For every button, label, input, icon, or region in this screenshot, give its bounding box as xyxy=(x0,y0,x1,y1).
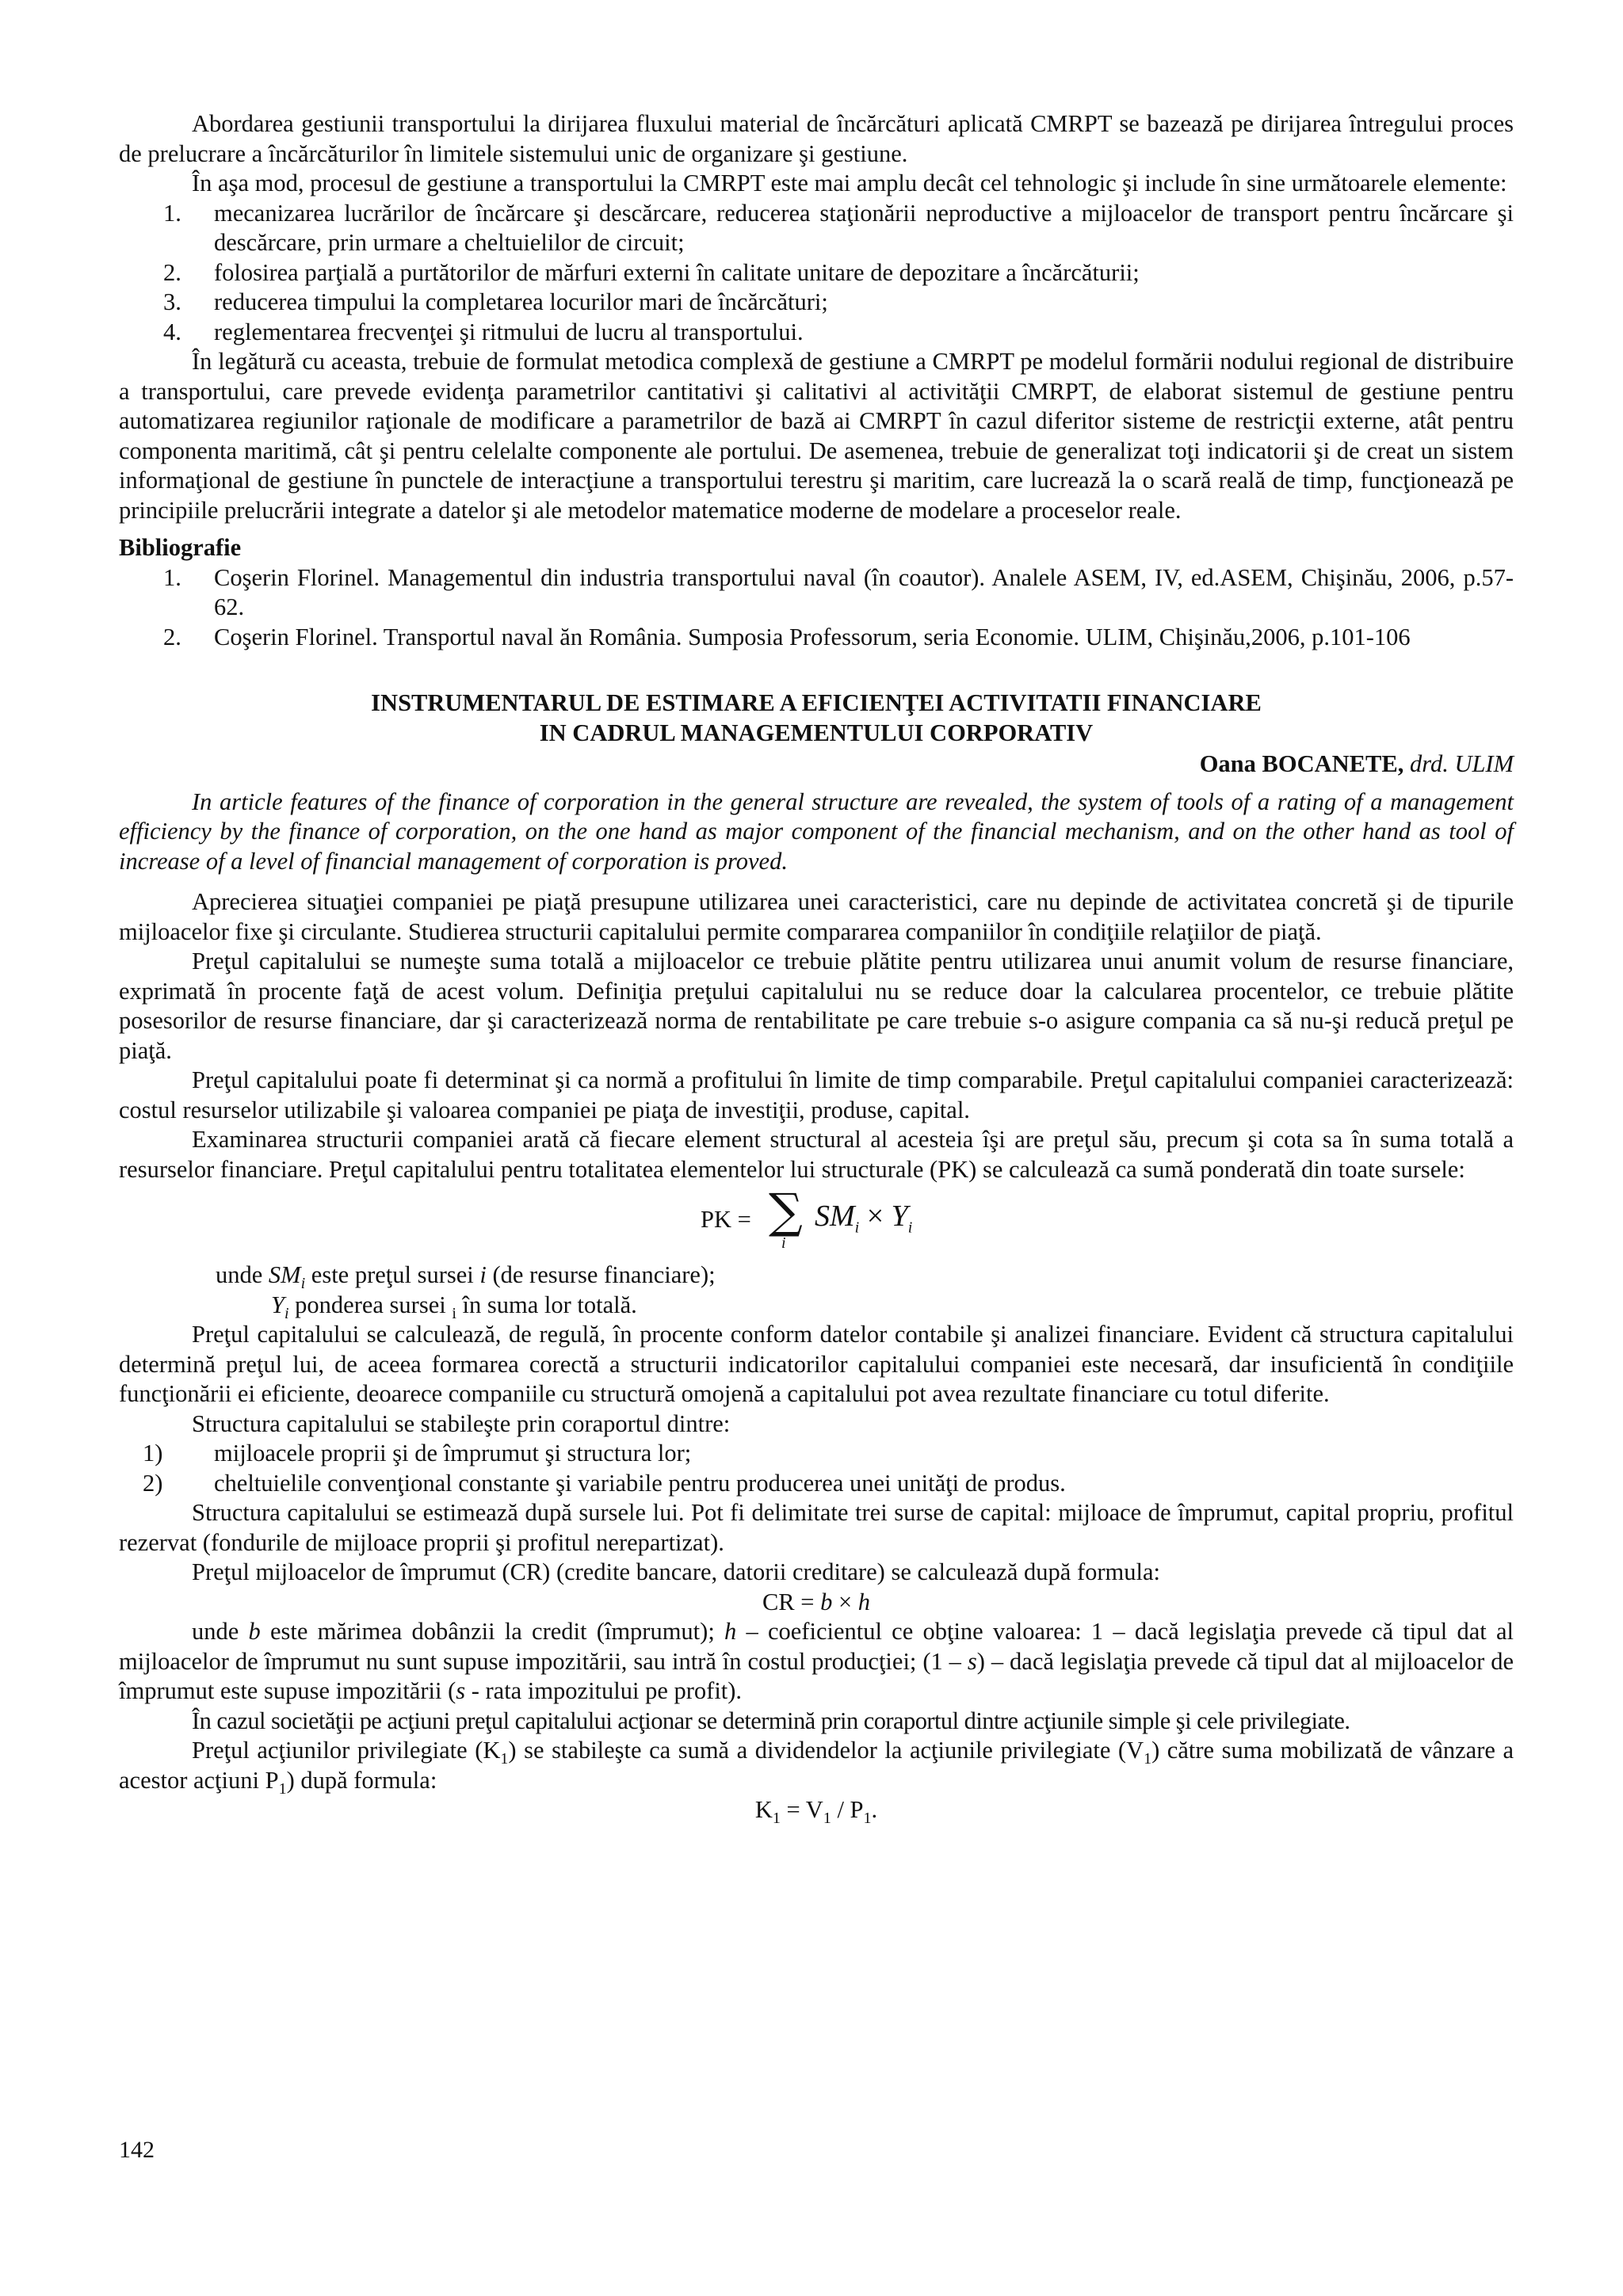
def-text: este preţul sursei xyxy=(305,1261,480,1288)
list-text: cheltuielile convenţional constante şi variabile pentru producerea unei unităţi de produs. xyxy=(214,1469,1066,1497)
article-paragraph-2: Preţul capitalului se numeşte suma totală a mijloacelor ce trebuie plătite pentru utilizarea unui anumit volum de resurse financiare, exprimată în procente faţă de acest volum. Definiţia preţului capitalului nu se reduce doar la calcularea procentelor, ce trebuie plătite posesorilor de resurse financiare, dar şi caracterizează norma de rentabilitate pe care trebuie s-o asigure compania ca să nu-şi reducă preţul pe piaţă. xyxy=(119,948,1514,1064)
intro-paragraph-2: În aşa mod, procesul de gestiune a transportului la CMRPT este mai amplu decât cel tehnologic şi include în sine următoarele elemente: xyxy=(192,170,1507,196)
definition-y xyxy=(119,1291,1514,1321)
formula-sm: SM xyxy=(815,1199,855,1233)
para-text: ) după formula: xyxy=(286,1766,437,1794)
para-text: - rata impozitului pe profit). xyxy=(465,1677,743,1704)
article-paragraph-3: Preţul capitalului poate fi determinat şi ca normă a profitului în limite de timp comparabile. Preţul capitalului companiei caracterizează: costul resurselor utilizabile şi valoarea companiei pe piaţa de investiţii, produse, capital. xyxy=(119,1066,1514,1123)
article-paragraph-9 xyxy=(119,1617,1514,1707)
para-text: ) – dacă legislaţia prevede că tipul dat al mijloacelor de împrumut este supuse impozitării ( xyxy=(119,1647,1514,1704)
page-content xyxy=(119,109,1514,1828)
list-item xyxy=(119,1439,1514,1469)
list-number: 4. xyxy=(163,318,181,345)
formula-sum-index: i xyxy=(781,1234,786,1252)
formula-k-eq: = V xyxy=(780,1796,823,1823)
def-var: Y xyxy=(271,1291,285,1318)
article-paragraph-8: Preţul mijloacelor de împrumut (CR) (credite bancare, datorii creditare) se calculează după formula: xyxy=(192,1558,1160,1585)
para-var: s xyxy=(967,1647,977,1675)
para-var: s xyxy=(456,1677,466,1704)
def-sub: i xyxy=(284,1304,289,1322)
list-item xyxy=(119,288,1514,318)
formula-pk xyxy=(119,1184,1514,1261)
article-paragraph-4: Examinarea structurii companiei arată că fiecare element structural al acesteia îşi are preţul său, precum şi cota sa în suma totală a resurselor financiare. Preţul capitalului pentru totalitatea elementelor lui structurale (PK) se calculează ca sumă ponderată din toate sursele: xyxy=(119,1126,1514,1183)
list-number: 1. xyxy=(163,199,181,227)
def-text: în suma lor totală. xyxy=(456,1291,637,1318)
formula-y: Y xyxy=(891,1199,908,1233)
author-line xyxy=(119,749,1514,780)
list-number: 2. xyxy=(163,258,181,286)
list-text: folosirea parţială a purtătorilor de mărfuri externi în calitate unitare de depozitare a încărcăturii; xyxy=(214,258,1140,286)
list-text: reducerea timpului la completarea locurilor mari de încărcături; xyxy=(214,288,828,315)
def-text: unde xyxy=(216,1261,269,1288)
article-title-line-1: INSTRUMENTARUL DE ESTIMARE A EFICIENŢEI ACTIVITATII FINANCIARE xyxy=(371,689,1262,716)
intro-paragraph-1: Abordarea gestiunii transportului la dirijarea fluxului material de încărcături aplicată CMRPT se bazează pe dirijarea întregului proces de prelucrare a încărcăturilor în limitele sistemului unic de organizare şi gestiune. xyxy=(119,110,1514,167)
para-text: – coeficientul ce obţine valoarea: 1 – dacă legislaţia prevede că tipul dat al mijloacelor de împrumut nu sunt supuse impozitării, sau intră în costul producţiei; (1 – xyxy=(119,1618,1514,1675)
author-name: Oana BOCANETE, xyxy=(1199,750,1404,777)
bibliography-item xyxy=(119,623,1514,653)
list-item xyxy=(119,1469,1514,1499)
article-paragraph-6: Structura capitalului se stabileşte prin coraportul dintre: xyxy=(192,1409,731,1437)
para-var: b xyxy=(248,1618,261,1645)
list-item xyxy=(119,318,1514,348)
bibliography-text: Coşerin Florinel. Managementul din industria transportului naval (în coautor). Analele ASEM, IV, ed.ASEM, Chişinău, 2006, p.57-62. xyxy=(214,563,1514,620)
intro-paragraph-3: În legătură cu aceasta, trebuie de formulat metodica complexă de gestiune a CMRPT pe modelul formării nodului regional de distribuire a transportului, care prevede evidenţa parametrilor cantitativi şi calitativi al activităţii CMRPT, de elaborat sistemul de gestiune pentru automatizarea regiunilor raţionale de modificare a parametrilor de bază ai CMRPT în cazul diferitor sisteme de restricţii externe, atât pentru componenta maritimă, cât şi pentru celelalte componente ale portului. De asemenea, trebuie de generalizat toţi indicatorii şi de creat un sistem informaţional de gestiune în punctele de interacţiune a transportului terestru şi maritim, care lucrează la o scară reală de timp, funcţionează pe principiile prelucrării integrate a datelor şi ale metodelor matematice moderne de modelare a proceselor reale. xyxy=(119,348,1514,524)
formula-p-sub: 1 xyxy=(863,1810,872,1828)
formula-sum-symbol: ∑ xyxy=(769,1184,803,1239)
formula-sm-index: i xyxy=(854,1219,860,1237)
article-paragraph-11 xyxy=(119,1736,1514,1798)
elements-list xyxy=(119,199,1514,348)
formula-pk-lhs: PK = xyxy=(701,1206,751,1233)
para-text: ) se stabileşte ca sumă a dividendelor la acţiunile privilegiate (V xyxy=(508,1737,1144,1764)
formula-k-end: . xyxy=(871,1796,878,1823)
def-var: SM xyxy=(268,1261,301,1288)
article-title xyxy=(119,688,1514,748)
para-sub: 1 xyxy=(500,1750,509,1768)
page-number: 142 xyxy=(119,2137,155,2163)
formula-k xyxy=(119,1795,1514,1828)
list-text: mijloacele proprii şi de împrumut şi structura lor; xyxy=(214,1440,692,1466)
para-var: h xyxy=(724,1618,737,1645)
abstract: In article features of the finance of corporation in the general structure are revealed, the system of tools of a rating of a management efficiency by the finance of corporation, on the one hand as major component of the financial mechanism, and on the other hand as tool of increase of a level of financial management of corporation is proved. xyxy=(119,788,1514,875)
bibliography-number: 1. xyxy=(163,563,181,591)
formula-cr-lhs: CR = xyxy=(762,1588,821,1615)
bibliography-text: Coşerin Florinel. Transportul naval ăn România. Sumposia Professorum, seria Economie. ULIM, Chişinău,2006, p.101-106 xyxy=(214,623,1411,650)
bibliography-title: Bibliografie xyxy=(119,534,242,561)
formula-y-index: i xyxy=(907,1219,913,1237)
def-text: ponderea sursei xyxy=(288,1291,453,1318)
formula-pk-rhs xyxy=(815,1199,913,1237)
formula-v-sub: 1 xyxy=(823,1810,831,1828)
list-text: mecanizarea lucrărilor de încărcare şi descărcare, reducerea staţionării neproductive a mijloacelor de transport pentru încărcare şi descărcare, prin urmare a cheltuielilor de circuit; xyxy=(214,199,1514,256)
formula-cr-b: b xyxy=(820,1588,833,1615)
list-item xyxy=(119,258,1514,288)
bibliography-item xyxy=(119,563,1514,623)
article-paragraph-7: Structura capitalului se estimează după sursele lui. Pot fi delimitate trei surse de capital: mijloace de împrumut, capital propriu, profitul rezervat (fondurile de mijloace proprii şi profitul nerepartizat). xyxy=(119,1499,1514,1556)
formula-cr-times: × xyxy=(832,1588,858,1615)
formula-cr-h: h xyxy=(857,1588,871,1615)
article-paragraph-5: Preţul capitalului se calculează, de regulă, în procente conform datelor contabile şi analizei financiare. Evident că structura capitalului determină preţul lui, de aceea formarea corectă a structurii indicatorilor capitalului companiei este necesară, dar insuficientă în condiţiile funcţionării ei eficiente, deoarece companiile cu structură omojenă a capitalului pot avea rezultate financiare cu totul diferite. xyxy=(119,1321,1514,1407)
bibliography-list xyxy=(119,563,1514,653)
para-sub: 1 xyxy=(1144,1750,1152,1768)
structure-list xyxy=(119,1439,1514,1498)
def-sub: i xyxy=(452,1304,456,1322)
list-text: reglementarea frecvenţei şi ritmului de lucru al transportului. xyxy=(214,318,804,345)
article-paragraph-10: În cazul societăţii pe acţiuni preţul capitalului acţionar se determină prin coraportul dintre acţiunile simple şi cele privilegiate. xyxy=(192,1707,1350,1734)
formula-k-var: K xyxy=(754,1796,773,1823)
formula-k-sub: 1 xyxy=(772,1810,781,1828)
definition-sm xyxy=(119,1261,1514,1291)
list-item xyxy=(119,199,1514,258)
formula-times: × xyxy=(859,1199,892,1233)
formula-k-div: / P xyxy=(831,1796,864,1823)
article-title-line-2: IN CADRUL MANAGEMENTULUI CORPORATIV xyxy=(539,719,1094,746)
list-number: 1) xyxy=(143,1440,163,1466)
para-text: ) către suma mobilizată de vânzare a acestor acţiuni P xyxy=(119,1737,1514,1794)
para-sub: 1 xyxy=(278,1779,287,1798)
author-affiliation: drd. ULIM xyxy=(1403,750,1514,777)
formula-cr xyxy=(119,1588,1514,1618)
list-number: 2) xyxy=(143,1469,163,1497)
article-paragraph-1: Aprecierea situaţiei companiei pe piaţă presupune utilizarea unei caracteristici, care nu depinde de activitatea concretă şi de tipurile mijloacelor fixe şi circulante. Studierea structurii capitalului permite compararea companiilor în condiţiile relaţiilor de piaţă. xyxy=(119,888,1514,945)
def-text: (de resurse financiare); xyxy=(486,1261,716,1288)
para-text: este mărimea dobânzii la credit (împrumut); xyxy=(260,1618,725,1645)
def-var: i xyxy=(479,1261,487,1288)
bibliography-number: 2. xyxy=(163,623,181,650)
para-text: Preţul acţiunilor privilegiate (K xyxy=(192,1737,501,1764)
list-number: 3. xyxy=(163,288,181,315)
para-text: unde xyxy=(192,1618,249,1645)
def-sub: i xyxy=(300,1275,306,1293)
